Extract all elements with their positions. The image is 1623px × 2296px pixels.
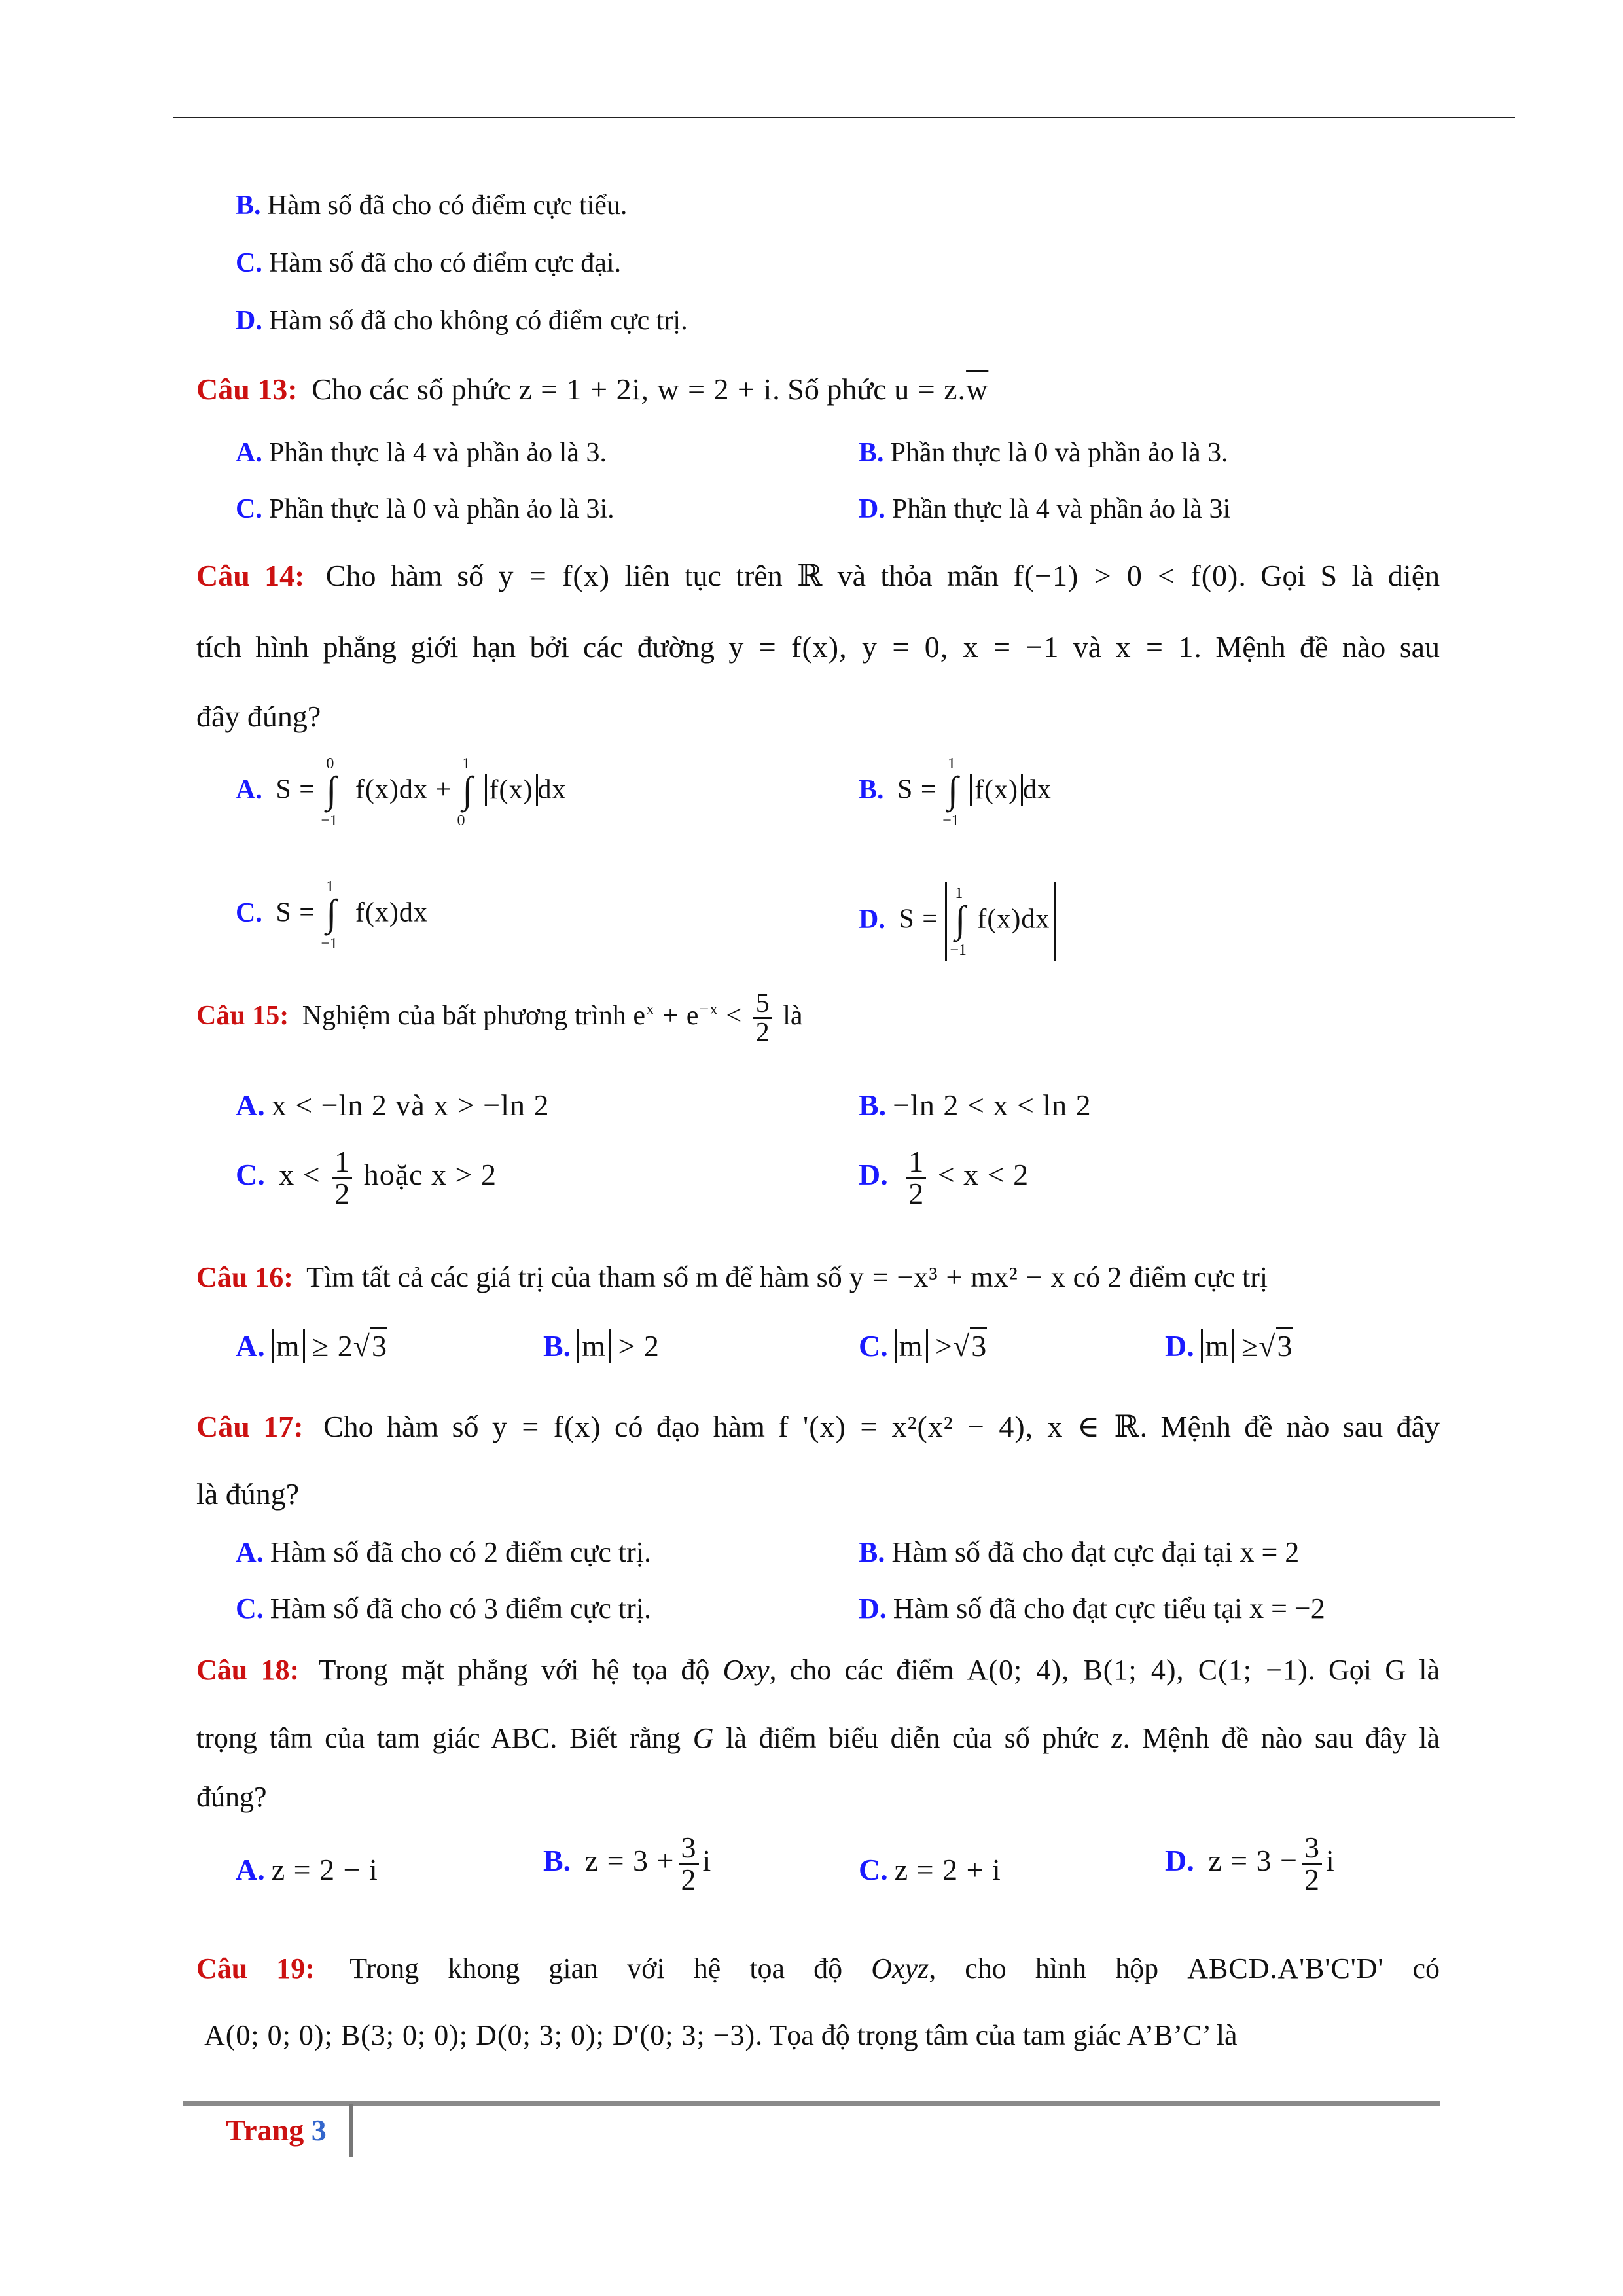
math-expression: S = — [899, 904, 938, 935]
math-expression: hoặc x > 2 — [363, 1158, 497, 1192]
math-expression: f(x)dx — [355, 897, 428, 928]
q16-option-a: A. m ≥ 2√3 — [236, 1329, 387, 1363]
q13-option-c — [236, 493, 615, 525]
question-text: . Số phức — [772, 372, 887, 406]
option-label: C. — [859, 1329, 888, 1363]
q19-stem-line1 — [196, 1952, 1440, 1985]
math-expression: i — [702, 1844, 712, 1878]
math-expression: z = 3 + — [584, 1844, 675, 1878]
question-text: và thỏa mãn — [837, 559, 999, 592]
option-label: B. — [859, 1088, 887, 1122]
option-text: Hàm số đã cho có điểm cực tiểu. — [267, 190, 628, 221]
math-expression: f(x)dx + — [355, 774, 452, 805]
option-text: Phần thực là 0 và phần ảo là 3i. — [268, 494, 615, 524]
math-expression: f(−1) > 0 < f(0) — [1013, 559, 1239, 592]
math-expression: S = — [276, 897, 315, 928]
option-label: A. — [236, 1329, 265, 1363]
option-text: Phần thực là 4 và phần ảo là 3. — [268, 438, 607, 468]
question-text: , cho hình hộp — [929, 1952, 1159, 1984]
q14-stem-line1 — [196, 558, 1440, 593]
option-text: Hàm số đã cho có 3 điểm cực trị. — [270, 1592, 652, 1624]
math-expression: G — [692, 1722, 714, 1754]
math-expression: $e^x + e^{-x}$ < — [633, 999, 743, 1031]
integral-sign: 1 ∫ −1 — [950, 885, 967, 959]
math-expression: ≥ 2 — [312, 1329, 353, 1363]
question-number: Câu 16: — [196, 1261, 293, 1293]
option-label: D. — [1165, 1329, 1194, 1363]
question-text: Tìm tất cả các giá trị của tham số m để hàm số — [306, 1261, 842, 1293]
question-text: Trong mặt phẳng với hệ tọa độ — [318, 1654, 710, 1686]
math-expression: > 2 — [618, 1329, 660, 1363]
math-expression: z = 1 + 2i, w = 2 + i — [518, 372, 773, 406]
option-label: A. — [236, 1853, 265, 1886]
option-label: A. — [236, 1536, 264, 1568]
conjugate-w: $\overline{w}$ — [966, 372, 989, 406]
question-text: trọng tâm của tam giác ABC. Biết rằng — [196, 1722, 681, 1754]
question-text: Nghiệm của bất phương trình — [302, 1001, 626, 1031]
q15-option-a — [236, 1088, 549, 1122]
question-number: Câu 19: — [196, 1952, 315, 1984]
absolute-value — [945, 882, 1056, 961]
fraction: $\frac{3}{2}$ — [679, 1833, 699, 1895]
option-label: D. — [859, 1592, 887, 1624]
math-expression: 3 — [970, 1327, 987, 1363]
q18-option-c — [859, 1852, 1001, 1887]
q15-option-d — [859, 1147, 1029, 1209]
q14-stem-line3 — [196, 699, 321, 734]
math-expression: m — [1201, 1329, 1234, 1363]
question-text: . Gọi S là diện — [1238, 559, 1440, 592]
q14-stem-line2 — [196, 630, 1440, 664]
q13-stem — [196, 372, 988, 406]
q18-stem-line3 — [196, 1780, 267, 1814]
question-text: , cho các điểm — [769, 1654, 954, 1686]
question-text: là điểm biểu diễn của số phức — [726, 1722, 1099, 1754]
fraction: $\frac{1}{2}$ — [906, 1147, 926, 1209]
q12-option-b — [236, 190, 627, 221]
q15-option-b — [859, 1088, 1092, 1122]
math-expression: < x < 2 — [937, 1158, 1029, 1192]
q15-stem — [196, 990, 803, 1047]
question-text: tích hình phẳng giới hạn bởi các đường — [196, 630, 715, 664]
option-label: C. — [859, 1853, 888, 1886]
question-text: Cho hàm số — [325, 559, 484, 592]
q18-stem-line1 — [196, 1653, 1440, 1687]
math-expression: dx — [537, 774, 567, 805]
question-text: liên tục trên — [624, 559, 783, 592]
math-expression: f(x) — [970, 774, 1023, 806]
question-number: Câu 15: — [196, 1001, 289, 1031]
option-text: Phần thực là 4 và phần ảo là 3i — [891, 494, 1231, 524]
option-label: B. — [859, 774, 884, 805]
math-expression: 3 — [1276, 1327, 1293, 1363]
question-number: Câu 18: — [196, 1654, 300, 1686]
fraction: $\frac{5}{2}$ — [753, 990, 772, 1047]
math-expression: y = f(x), y = 0, x = −1 — [728, 630, 1060, 664]
q18-option-b — [543, 1833, 711, 1895]
q16-stem — [196, 1261, 1268, 1294]
option-label: D. — [859, 1158, 888, 1192]
q14-option-c — [236, 878, 428, 952]
math-expression: y = f(x) — [491, 1410, 601, 1443]
fraction: $\frac{1}{2}$ — [332, 1147, 352, 1209]
option-label: D. — [859, 494, 885, 524]
fraction: $\frac{3}{2}$ — [1302, 1833, 1322, 1895]
math-expression: x < −ln 2 và x > −ln 2 — [271, 1088, 550, 1122]
q18-option-a — [236, 1852, 378, 1887]
option-text: Hàm số đã cho có điểm cực đại. — [268, 248, 622, 278]
question-text: . Gọi G là — [1308, 1654, 1440, 1686]
page-number: 3 — [311, 2113, 327, 2147]
option-label: D. — [236, 306, 262, 336]
math-expression: ℝ — [797, 559, 823, 592]
q16-option-c: C. m >√3 — [859, 1329, 987, 1363]
q14-option-d — [859, 882, 1056, 961]
question-text: đây đúng? — [196, 700, 321, 733]
question-text: có đạo hàm — [615, 1410, 765, 1443]
math-expression: Oxyz — [871, 1952, 929, 1984]
math-expression: y = −x³ + mx² − x — [849, 1261, 1066, 1293]
option-label: C. — [236, 248, 262, 278]
math-expression: m — [577, 1329, 611, 1363]
question-number: Câu 13: — [196, 372, 298, 406]
question-text: có 2 điểm cực trị — [1073, 1261, 1268, 1293]
question-text: có — [1412, 1952, 1440, 1984]
math-expression: f(x)dx — [977, 904, 1050, 935]
option-label: B. — [859, 1536, 885, 1568]
math-expression: S = — [897, 774, 937, 805]
math-expression: Oxy — [722, 1654, 770, 1686]
math-expression: i — [1326, 1844, 1335, 1878]
question-text: đúng? — [196, 1781, 267, 1813]
math-expression: dx — [1023, 774, 1052, 805]
question-text: . Tọa độ trọng tâm của tam giác A’B’C’ là — [755, 2019, 1238, 2051]
footer-divider — [349, 2104, 353, 2157]
q17-stem-line2 — [196, 1477, 299, 1511]
math-expression: S = — [276, 774, 315, 805]
math-expression: 3 — [370, 1327, 387, 1363]
question-text: và — [1073, 630, 1102, 664]
math-expression: A(0; 4), B(1; 4), C(1; −1) — [967, 1654, 1308, 1686]
option-text: Hàm số đã cho không có điểm cực trị. — [268, 306, 688, 336]
question-number: Câu 17: — [196, 1410, 304, 1443]
math-expression: ≥ — [1241, 1329, 1259, 1363]
math-expression: m — [895, 1329, 928, 1363]
math-expression: > — [935, 1329, 953, 1363]
option-label: A. — [236, 774, 262, 805]
question-text: Cho các số phức — [312, 372, 511, 406]
integral-sign: 1 ∫ 0 — [457, 755, 473, 829]
option-text: Phần thực là 0 và phần ảo là 3. — [890, 438, 1228, 468]
math-expression: z = 2 + i — [894, 1853, 1001, 1886]
option-label: A. — [236, 438, 262, 468]
question-text: . Mệnh đề nào sau đây là — [1122, 1722, 1440, 1754]
question-text: là — [783, 1001, 803, 1031]
question-text: . Mệnh đề nào sau — [1194, 630, 1440, 664]
math-expression: z — [1111, 1722, 1123, 1754]
q17-stem-line1 — [196, 1408, 1440, 1444]
q16-option-d: D. m ≥√3 — [1165, 1329, 1293, 1363]
option-label: B. — [543, 1329, 571, 1363]
math-expression: −ln 2 < x < ln 2 — [893, 1088, 1092, 1122]
q18-option-d — [1165, 1833, 1335, 1895]
math-expression: ABCD.A'B'C'D' — [1187, 1952, 1384, 1984]
integral-sign: 1 ∫ −1 — [942, 755, 959, 829]
question-text: . Mệnh đề nào sau đây — [1139, 1410, 1440, 1443]
q17-option-c — [236, 1592, 651, 1625]
option-label: C. — [236, 1158, 265, 1192]
option-label: D. — [1165, 1844, 1194, 1878]
question-text: Cho hàm số — [323, 1410, 479, 1443]
q12-option-c — [236, 247, 621, 279]
footer-label: Trang — [226, 2113, 304, 2147]
q17-option-a — [236, 1535, 651, 1569]
q13-option-b — [859, 437, 1228, 469]
question-text: Trong khong gian với hệ tọa độ — [349, 1952, 843, 1984]
math-expression: f '(x) = x²(x² − 4), x ∈ ℝ — [778, 1410, 1140, 1443]
math-expression: A(0; 0; 0); B(3; 0; 0); D(0; 3; 0); D'(0; 3; −3) — [204, 2019, 756, 2051]
option-text: Hàm số đã cho có 2 điểm cực trị. — [270, 1536, 652, 1568]
question-number: Câu 14: — [196, 559, 305, 592]
header-rule — [173, 117, 1515, 118]
option-label: B. — [236, 190, 261, 221]
math-expression: y = f(x) — [498, 559, 611, 592]
math-expression: m — [272, 1329, 305, 1363]
option-label: A. — [236, 1088, 265, 1122]
option-label: B. — [859, 438, 884, 468]
q17-option-d — [859, 1592, 1325, 1625]
q17-option-b — [859, 1535, 1299, 1569]
q13-option-d — [859, 493, 1230, 525]
option-text: Hàm số đã cho đạt cực tiểu tại x = −2 — [893, 1592, 1325, 1624]
option-text: Hàm số đã cho đạt cực đại tại x = 2 — [891, 1536, 1300, 1568]
q16-option-b — [543, 1329, 660, 1363]
q13-option-a — [236, 437, 607, 469]
q19-stem-line2 — [204, 2018, 1238, 2052]
option-label: C. — [236, 897, 262, 928]
math-expression: z = 2 − i — [271, 1853, 378, 1886]
option-label: B. — [543, 1844, 571, 1878]
q12-option-d — [236, 305, 688, 336]
footer-rule — [183, 2101, 1440, 2106]
q14-option-b — [859, 755, 1052, 829]
math-expression: z = 3 − — [1208, 1844, 1298, 1878]
option-label: D. — [859, 904, 885, 935]
integral-sign: 1 ∫ −1 — [321, 878, 338, 952]
page-footer — [226, 2113, 327, 2147]
q18-stem-line2 — [196, 1721, 1440, 1755]
math-expression: f(x) — [485, 774, 538, 806]
integral-sign: 0 ∫ −1 — [321, 755, 338, 829]
q15-option-c — [236, 1147, 497, 1209]
q14-option-a — [236, 755, 567, 829]
math-expression: x < — [279, 1158, 321, 1192]
option-label: C. — [236, 1592, 264, 1624]
question-text: là đúng? — [196, 1477, 300, 1511]
option-label: C. — [236, 494, 262, 524]
math-expression: x = 1 — [1115, 630, 1194, 664]
math-expression: u = z. — [894, 372, 967, 406]
